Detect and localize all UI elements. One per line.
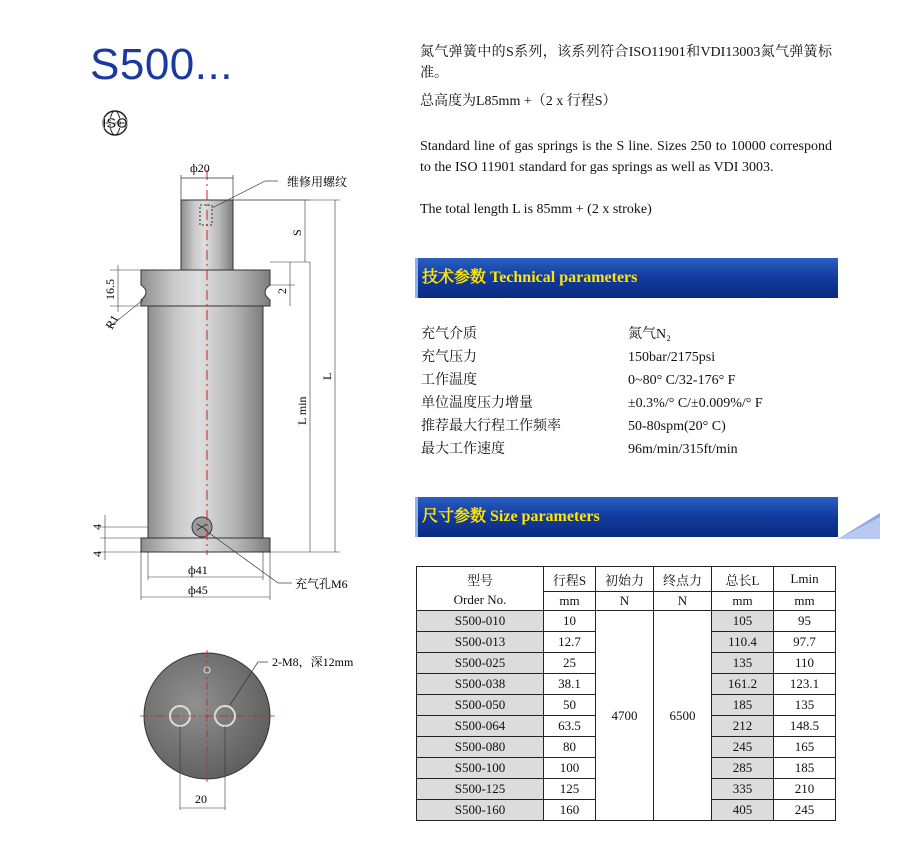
unit-end-force: N [654, 592, 712, 611]
dim-20: 20 [195, 792, 207, 806]
dim-4a: 4 [90, 524, 104, 530]
cell-initial-force: 4700 [596, 611, 654, 821]
iso-logo-text: ISO [102, 115, 128, 132]
corner-decoration-icon [838, 513, 880, 539]
param-label: 推荐最大行程工作频率 [421, 419, 561, 434]
header-order-no: Order No. [453, 591, 507, 607]
cell-model: S500-125 [417, 779, 544, 800]
cell-stroke: 25 [544, 653, 596, 674]
cell-stroke: 38.1 [544, 674, 596, 695]
cell-lmin: 185 [774, 758, 836, 779]
cell-lmin: 135 [774, 695, 836, 716]
cell-lmin: 97.7 [774, 632, 836, 653]
header-model-cn: 型号 [466, 572, 493, 588]
cell-length: 335 [712, 779, 774, 800]
cell-length: 405 [712, 800, 774, 821]
cell-length: 135 [712, 653, 774, 674]
cylinder-head [141, 270, 270, 306]
label-fill-hole: 充气孔M6 [295, 577, 348, 591]
header-initial-force: 初始力 [596, 567, 654, 592]
param-label: 工作温度 [421, 373, 477, 388]
dim-16-5: 16.5 [103, 279, 117, 300]
cell-lmin: 210 [774, 779, 836, 800]
dim-s: S [290, 229, 304, 236]
iso-logo [92, 104, 138, 142]
cell-stroke: 10 [544, 611, 596, 632]
dim-phi41: ф41 [188, 563, 208, 577]
cell-length: 245 [712, 737, 774, 758]
header-total-length: 总长L [712, 567, 774, 592]
param-value: 0~80° C/32-176° F [628, 373, 736, 388]
cell-lmin: 148.5 [774, 716, 836, 737]
cylinder-body [148, 306, 263, 538]
param-value: ±0.3%/° C/±0.009%/° F [628, 396, 763, 411]
technical-parameters-banner: 技术参数 Technical parameters [415, 258, 838, 298]
cell-model: S500-100 [417, 758, 544, 779]
dim-r1: R1 [102, 312, 122, 332]
cell-model: S500-010 [417, 611, 544, 632]
cell-stroke: 160 [544, 800, 596, 821]
description-en: Standard line of gas springs is the S line. Sizes 250 to 10000 correspond to the ISO 11901 standard for gas springs as well as VDI 3003. [420, 139, 832, 175]
param-label: 最大工作速度 [421, 442, 505, 457]
cell-model: S500-160 [417, 800, 544, 821]
cell-stroke: 80 [544, 737, 596, 758]
cylinder-flange [141, 538, 270, 552]
cell-length: 110.4 [712, 632, 774, 653]
size-parameters-banner: 尺寸参数 Size parameters [415, 497, 838, 537]
cell-model: S500-038 [417, 674, 544, 695]
unit-total-length: mm [712, 592, 774, 611]
cell-length: 212 [712, 716, 774, 737]
param-value: 50-80spm(20° C) [628, 419, 726, 434]
dim-2: 2 [275, 288, 289, 294]
cell-lmin: 245 [774, 800, 836, 821]
header-end-force: 终点力 [654, 567, 712, 592]
param-label: 充气介质 [421, 327, 477, 342]
cell-model: S500-025 [417, 653, 544, 674]
cell-lmin: 110 [774, 653, 836, 674]
cell-length: 161.2 [712, 674, 774, 695]
header-model [417, 567, 544, 611]
unit-initial-force: N [596, 592, 654, 611]
cell-stroke: 12.7 [544, 632, 596, 653]
unit-stroke: mm [544, 592, 596, 611]
dim-phi20: ф20 [190, 161, 210, 175]
product-title: S500... [90, 40, 233, 89]
cell-lmin: 123.1 [774, 674, 836, 695]
cell-end-force: 6500 [654, 611, 712, 821]
param-label: 充气压力 [421, 350, 477, 365]
dim-l: L [320, 372, 334, 380]
table-row [417, 611, 836, 632]
cell-stroke: 100 [544, 758, 596, 779]
cell-stroke: 63.5 [544, 716, 596, 737]
header-lmin: Lmin [774, 567, 836, 592]
cell-model: S500-080 [417, 737, 544, 758]
param-value: 96m/min/315ft/min [628, 442, 738, 457]
cell-length: 185 [712, 695, 774, 716]
header-stroke: 行程S [544, 567, 596, 592]
param-value: 氮气N₂ [628, 327, 671, 342]
cell-model: S500-050 [417, 695, 544, 716]
dim-4b: 4 [90, 551, 104, 557]
cell-lmin: 165 [774, 737, 836, 758]
param-label: 单位温度压力增量 [421, 396, 533, 411]
cell-length: 285 [712, 758, 774, 779]
cell-model: S500-064 [417, 716, 544, 737]
cell-stroke: 50 [544, 695, 596, 716]
description-cn: 氮气弹簧中的S系列，该系列符合ISO11901和VDI13003氮气弹簧标准。 [420, 45, 832, 81]
label-m8: 2-M8，深12mm [272, 655, 354, 669]
cell-stroke: 125 [544, 779, 596, 800]
dim-lmin: L min [295, 396, 309, 425]
description-cn-total: 总高度为L85mm +（2 x 行程S） [420, 94, 617, 109]
cell-model: S500-013 [417, 632, 544, 653]
size-table [416, 566, 836, 821]
cell-length: 105 [712, 611, 774, 632]
param-value: 150bar/2175psi [628, 350, 716, 365]
description-en-total: The total length L is 85mm + (2 x stroke) [420, 202, 652, 217]
unit-lmin: mm [774, 592, 836, 611]
cell-lmin: 95 [774, 611, 836, 632]
gas-spring-drawing [0, 150, 405, 810]
dim-phi45: ф45 [188, 583, 208, 597]
label-repair-thread: 维修用螺纹 [287, 175, 348, 189]
